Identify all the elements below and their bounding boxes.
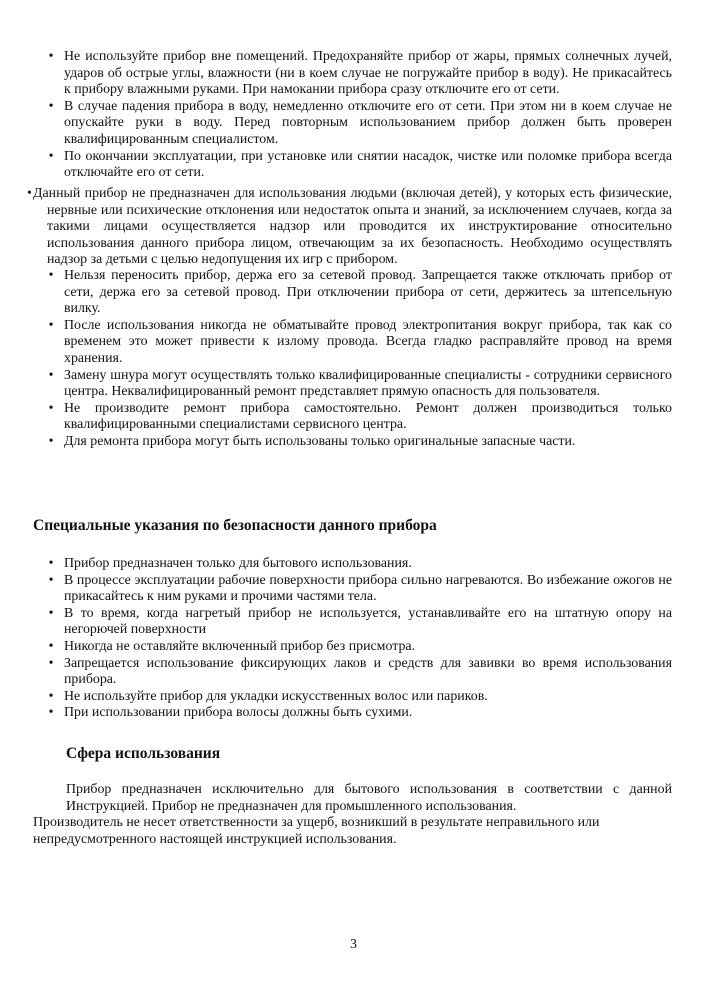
list-item: • Замену шнура могут осуществлять только квалифицированные специалисты - сотрудники сервисного центра. Неквалифицированный ремонт представляет прямую опасность для пользователя. — [44, 368, 672, 401]
bullet-icon: • — [48, 688, 54, 704]
special-safety-list — [44, 556, 672, 722]
section-heading-scope: Сфера использования — [66, 745, 221, 762]
list-item: • Для ремонта прибора могут быть использованы только оригинальные запасные части. — [44, 434, 672, 451]
bullet-icon: • — [48, 148, 54, 164]
safety-list-top — [44, 49, 672, 182]
bullet-icon: • — [48, 317, 54, 333]
list-item: • В случае падения прибора в воду, немедленно отключите его от сети. При этом ни в коем случае не опускайте руки в воду. Перед повторным использованием прибор должен быть проверен квалифицированным специалистом. — [44, 99, 672, 149]
bullet-icon: • — [48, 572, 54, 588]
bullet-icon: • — [48, 367, 54, 383]
list-item: • При использовании прибора волосы должны быть сухими. — [44, 705, 672, 722]
scope-paragraph: Прибор предназначен исключительно для бытового использования в соответствии с данной Инструкцией. Прибор не предназначен для промышленного использования. — [66, 782, 672, 814]
bullet-icon: • — [48, 433, 54, 449]
list-item: • Нельзя переносить прибор, держа его за сетевой провод. Запрещается также отключать прибор от сети, держа его за сетевой провод. При отключении прибора от сети, держитесь за штепсельную вилку. — [44, 268, 672, 318]
bullet-icon: • — [48, 605, 54, 621]
bullet-icon: • — [48, 556, 54, 571]
page-number: 3 — [350, 937, 357, 952]
bullet-icon: • — [48, 268, 54, 283]
list-item-persons-warning: • Данный прибор не предназначен для использования людьми (включая детей), у которых есть физические, нервные или психические отклонения или недостаток опыта и знаний, за исключением случаев, когда за такими лицами осуществляется надзор или проводится их инструктирование относительно использования данного прибора лицом, отвечающим за их безопасность. Необходимо осуществлять надзор за детьми с целью недопущения их игр с прибором. — [27, 186, 672, 268]
list-item: • Не используйте прибор для укладки искусственных волос или париков. — [44, 689, 672, 706]
list-item: • Прибор предназначен только для бытового использования. — [44, 556, 672, 573]
bullet-icon: • — [48, 49, 54, 64]
section-heading-special-safety: Специальные указания по безопасности данного прибора — [33, 517, 437, 534]
bullet-icon: • — [48, 705, 54, 721]
list-item: • Никогда не оставляйте включенный прибор без присмотра. — [44, 639, 672, 656]
disclaimer-paragraph: Производитель не несет ответственности за ущерб, возникший в результате неправильного или непредусмотренного настоящей инструкцией использования. — [33, 815, 600, 847]
list-item: • В то время, когда нагретый прибор не используется, устанавливайте его на штатную опору на негорючей поверхности — [44, 606, 672, 639]
list-item: • Не производите ремонт прибора самостоятельно. Ремонт должен производиться только квалифицированными специалистами сервисного центра. — [44, 401, 672, 434]
list-item: • Не используйте прибор вне помещений. Предохраняйте прибор от жары, прямых солнечных лучей, ударов об острые углы, влажности (ни в коем случае не погружайте прибор в воду). Не прикасайтесь к прибору влажными руками. При намокании прибора сразу отключите его от сети. — [44, 49, 672, 99]
list-item: • По окончании эксплуатации, при установке или снятии насадок, чистке или поломке прибора всегда отключайте его от сети. — [44, 149, 672, 182]
list-item: • После использования никогда не обматывайте провод электропитания вокруг прибора, так как со временем это может привести к излому провода. Всегда гладко расправляйте провод на время хранения. — [44, 318, 672, 368]
bullet-icon: • — [48, 655, 54, 671]
list-item: • В процессе эксплуатации рабочие поверхности прибора сильно нагреваются. Во избежание ожогов не прикасайтесь к ним руками и прочими частями тела. — [44, 573, 672, 606]
bullet-icon: • — [48, 638, 54, 654]
bullet-icon: • — [48, 98, 54, 114]
bullet-icon: • — [27, 186, 32, 201]
bullet-icon: • — [48, 400, 54, 416]
cord-and-repair-list — [44, 268, 672, 451]
list-item: • Запрещается использование фиксирующих лаков и средств для завивки во время использования прибора. — [44, 656, 672, 689]
